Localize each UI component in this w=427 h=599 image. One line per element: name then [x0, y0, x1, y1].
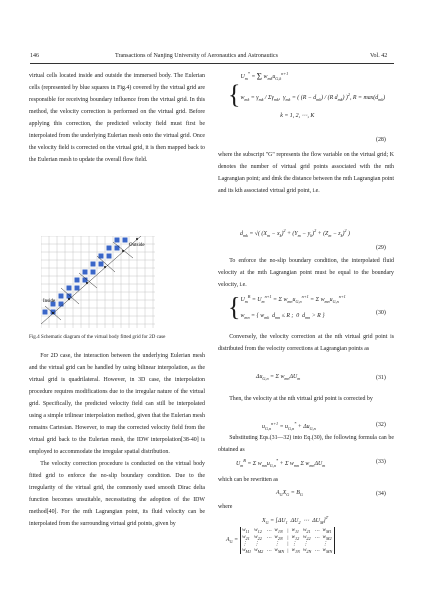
figure-label-inside: Inside	[43, 299, 56, 304]
paragraph-after-33: which can be rewritten as	[218, 477, 279, 483]
equation-31: $\Delta u_{G,n} = \Sigma$ $w_{mn}\Delta U_m$	[256, 374, 301, 382]
left-column	[29, 70, 205, 166]
equation-29: $d_{mk}$ = √( $(X_m - x_k)^2 + (Y_m - y_k)^2 + (Z_m - z_k)^2$ )	[240, 228, 350, 239]
page-number: 146	[30, 53, 39, 59]
header-rule	[30, 63, 394, 64]
equation-x-vector: $X_G = [\Delta U_1$ $\Delta U_2$ ⋯ $\Delta U_M]^T$	[262, 515, 329, 526]
equation-32-number: (32)	[376, 422, 386, 428]
equation-31-number: (31)	[376, 375, 386, 381]
paragraph-2: For 2D case, the interaction between the underlying Eulerian mesh and the virtual grid can be handled by using bilinear interpolation, as the virtual grid is quadrilateral. However, in 3D case, the interpolation procedure requires modifications due to the irregular nature of the virtual grid. Specifically, the predicted velocity field can still be interpolated using a simple trilinear interpolation method, given that the Eulerian mesh remains Cartesian. However, to map the corrected velocity field from the virtual grid back to the Eulerian mesh, the IDW interpolation[38-40] is employed to accommodate the irregular spatial distribution.	[29, 353, 205, 455]
figure-4	[41, 236, 155, 328]
equation-28-number: (28)	[376, 137, 386, 143]
equation-34-number: (34)	[376, 491, 386, 497]
paragraph-1: virtual cells located inside and outside the immersed body. The Eulerian cells (represented by blue squares in Fig.4) covered by the virtual grid are responsible for receiving boundary influence from the virtual grid. In this method, the velocity correction is performed on the virtual grid. Before applying this correction, the predicted velocity field must first be interpolated from the underlying Eulerian mesh onto the virtual grid. Once the velocity field is corrected on the virtual grid, it is then mapped back to the Eulerian mesh to update the overall flow field.	[29, 73, 205, 163]
equation-29-number: (29)	[376, 245, 386, 251]
equation-32: $u_{G,n}^{n+1} = u_{G,n}^* + \Delta u_{G,n}$	[262, 421, 316, 432]
figure-label-outside: Outside	[129, 243, 145, 248]
equation-34: $A_GX_G = B_G$	[276, 490, 303, 498]
paragraph-after-32: Substituting Eqs.(31—32) into Eq.(30), the following formula can be obtained as	[218, 435, 394, 453]
equation-33-number: (33)	[376, 459, 386, 465]
paragraph-after-28: where the subscript "G" represents the flow variable on the virtual grid; K denotes the number of virtual grid points associated with the mth Lagrangian point; and dmk the distance between the mth Lagrangian point and its kth associated virtual grid point, i.e.	[218, 152, 394, 194]
equation-a-matrix: $A_G = w_{11}$ $w_{12}$ ⋯ $w_{1N}$ | $w_{11}$ $w_{21}$ ⋯ $w_{M1}$ $w_{21}$ $w_{22}$ ⋯ $w_{2N}$ | $w_{12}$ $w_{22}$ ⋯ $w_{M2}$ ⋮ ⋮ ⋮ | ⋮ ⋮ ⋮ $w_{M1}$ $w_{M2}$ ⋯ $w_{MN}$ | $w_{1N}$ $w_{2N}$ ⋯ $w_{MN}$	[226, 527, 335, 554]
paragraph-after-29: To enforce the no-slip boundary condition, the interpolated fluid velocity at the mth Lagrangian point must be equal to the boundary velocity, i.e.	[218, 258, 394, 288]
journal-title: Transactions of Nanjing University of Aeronautics and Astronautics	[115, 53, 278, 59]
paragraph-3: The velocity correction procedure is conducted on the virtual body fitted grid to enforce the no-slip boundary condition. Due to the irregularity of the virtual grid, the commonly used smooth Dirac delta function becomes unsuitable, necessitating the adoption of the IDW method[40]. For the mth Lagrangian point, its fluid velocity can be interpolated from the surrounding virtual grid points, given by	[29, 461, 205, 527]
figure-caption: Fig.4 Schematic diagram of the virtual body fitted grid for 2D case	[29, 334, 166, 340]
equation-30-number: (30)	[376, 310, 386, 316]
paragraph-after-30: Conversely, the velocity correction at the nth virtual grid point is distributed from the velocity corrections at Lagrangian points as	[218, 334, 394, 352]
where-label: where	[218, 504, 233, 510]
equation-30: {$U_m^B = U_m^{n+1} = \Sigma$ $w_{mn}u_{G,n}^{n+1} = \Sigma$ $w_{mn}u_{G,n}^{n+1}$ $w_{mn}$ = { $w_{mk}$ $d_{mn} \le R$ ; 0 $d_{mn} > R$ }	[228, 292, 346, 322]
equation-33: $U_m^B = \Sigma$ $w_{mn}u_{G,n}^* + \Sigma$ $w_{mn}$ Σ $w_{mn}\Delta U_m$	[236, 458, 326, 469]
volume-label: Vol. 42	[370, 53, 388, 59]
grid-lines	[41, 236, 155, 328]
virtual-grid	[41, 236, 141, 324]
left-column-lower	[29, 350, 205, 530]
paragraph-after-31: Then, the velocity at the nth virtual grid point is corrected by	[229, 396, 373, 402]
equation-28: {$U_m^* = \Sigma$ $w_{mk}u_{G,k}^{n+1}$ $w_{mk} = \gamma_{mk} / \Sigma\gamma_{mk}$, $\gamma_{mk}$ = ( $(R - d_{mk}) / (R$ $d_{mk}$) )$^2$, $R = \max(d_{mk})$ k = 1, 2, ⋯, K	[228, 71, 386, 120]
